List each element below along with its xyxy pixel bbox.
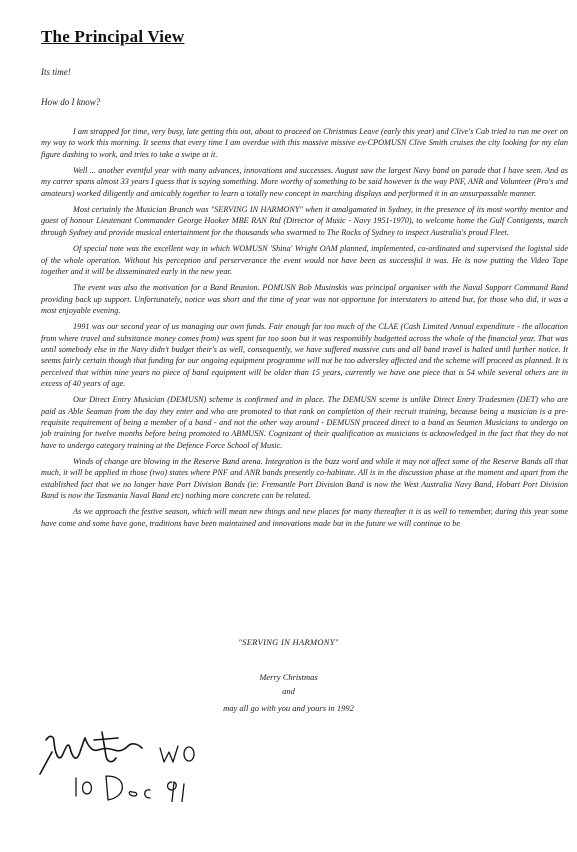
paragraph-3: Most certainly the Musician Branch was "SERVING IN HARMONY" when it amalgamated in Sydney, in the presence of its most worthy mentor and guest of honour Lieutenant Commander George Hooker MBE RAN Rtd (Director of Music - Navy 1951-1970), to welcome home the Gulf Contigents, march through Sydney and provide musical entertainment for the thousands who swarmed to The Rocks of Sydney to inspect Australia's proud Fleet. xyxy=(41,205,568,237)
paragraph-1: I am strapped for time, very busy, late getting this out, about to proceed on Christmas Leave (early this year) and Clive's Cab tried to run me over on my way to work this morning. It seems that every time I am overdue with this massive missive ex-CPOMUSN Clive Smith cruises the city looking for my elan figure dashing to work, and tries to take a swipe at it. xyxy=(41,127,568,159)
closing-may-all: may all go with you and yours in 1992 xyxy=(223,703,354,713)
paragraph-9: As we approach the festive season, which will mean new things and new places for many thereafter it is as well to remember, during this year some have come and some have gone, traditions have been maintained and innovations made but in the future we will continue to be xyxy=(41,507,568,528)
opening-line-2: How do I know? xyxy=(41,97,101,107)
closing-motto: "SERVING IN HARMONY" xyxy=(238,637,339,647)
page-title: The Principal View xyxy=(41,27,185,46)
letter-body xyxy=(41,126,568,534)
paragraph-4: Of special note was the excellent way in which WOMUSN 'Shina' Wright OAM planned, implemented, co-ordinated and supervised the logistal side of the whole operation. Without his perception and perserverance the event would not have been as successful it was. He is now putting the Video Tape together and it will be disseminated early in the new year. xyxy=(41,244,568,276)
closing-and: and xyxy=(282,686,295,696)
handwritten-signature xyxy=(32,712,232,802)
paragraph-8: Winds of change are blowing in the Reserve Band arena. Integration is the buzz word and while it may not affect some of the Reserve Bands all that much, it will be applied in those (two) states where PNF and ANR bands presently co-habitate. All is in the discussion phase at the moment and apart from the established fact that we no longer have Port Division Bands (ie: Fremantle Port Division Band is now the West Australia Navy Band, Hobart Port Division Band is now the Tasmania Naval Band etc) nothing more concrete can be related. xyxy=(41,457,568,500)
opening-line-1: Its time! xyxy=(41,67,71,77)
paragraph-5: The event was also the motivation for a Band Reunion. POMUSN Bob Musinskis was principal organiser with the Naval Support Command Band providing back up support. Unfortunately, notice was short and the time of year was not opportune for interstaters to attend but, for those who did, it was a most enjoyable evening. xyxy=(41,283,568,315)
paragraph-2: Well ... another eventful year with many advances, innovations and successes. August saw the largest Navy band on parade that I have seen. And as my carrer spans almost 33 years I guess that is saying something. More worthy of something to be said however is the way PNF, ANR and Volunteer (Pro's and amateurs) worked diligently and amicably together to learn a totally new concept in marching displays and performed it in an unsurpassable manner. xyxy=(41,166,568,198)
paragraph-6: 1991 was our second year of us managing our own funds. Fair enough far too much of the CLAE (Cash Limited Annual expenditure - the allocation from where travel and subsitance money comes from) was spent far too soon but it was responsibly budgetted across the whole of the financial year. That was until somebody else in the Navy didn't budget their's as well, consequently, we have suffered massive cuts and all band travel is halted until further notice. It seems fairly certain though that funding for our ongoing equipment programme will not be too adversley affected and the scheme will proceed as planned. It is perceived that within nine years no piece of band equipment will be older than 15 years, currently we have one piece that is 54 while several others are in excess of 40 years of age. xyxy=(41,322,568,388)
closing-merry-christmas: Merry Christmas xyxy=(259,672,318,682)
paragraph-7: Our Direct Entry Musician (DEMUSN) scheme is confirmed and in place. The DEMUSN sceme is unlike Direct Entry Tradesmen (DET) who are paid as Able Seaman from the day they enter and who are promoted to that rank on completion of their recruit training, because being a musician is a pre-requisite requirement of being a member of a band - and not the other way around - DEMUSN proceed direct to a band as Seamen Musicians to undergo on job training for twelve months before being promoted to ABMUSN. Cognizant of their qualification as musicians is acknowledged in the fact that they do not have to undergo category training at the Defence Force School of Music. xyxy=(41,395,568,450)
